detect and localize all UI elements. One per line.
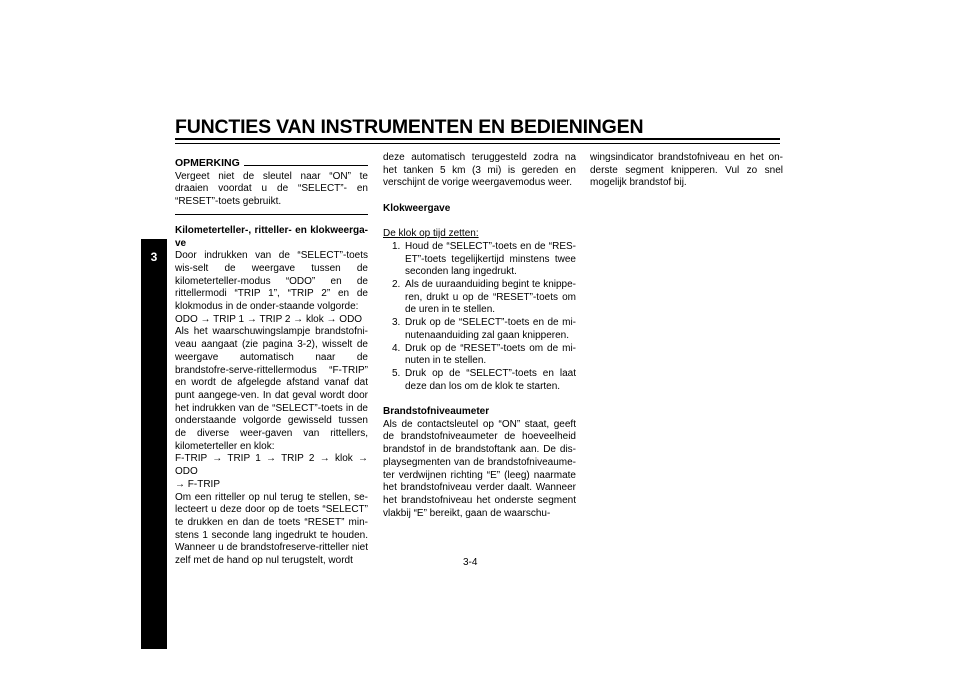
note-end-rule [175,214,368,215]
step-number: 1. [392,240,401,252]
step-text: Houd de “SELECT”-toets en de “RES-ET”-toets tegelijkertijd minstens twee seconden lang ingedrukt. [405,240,576,278]
note-text: Vergeet niet de sleutel naar “ON” te draaien voordat u de “SELECT”- en “RESET”-toets gebruikt. [175,170,368,208]
step-number: 2. [392,279,401,290]
paragraph: wingsindicator brandstofniveau en het on-derste segment knipperen. Vul zo snel mogelijk brandstof bij. [590,152,783,189]
section-heading-fuel: Brandstofniveaumeter [383,406,490,418]
list-item [383,241,576,279]
title-rule [175,138,780,140]
note-header [175,157,368,170]
step-text: Druk op de “RESET”-toets om de mi-nuten in te stellen. [405,342,576,367]
sequence-text: F-TRIP → TRIP 1 → TRIP 2 → klok → ODO [175,453,368,478]
section-heading-odometer: Kilometerteller-, ritteller- en klokweerga-ve [175,224,368,249]
section-heading-clock: Klokweergave [383,202,451,214]
column-3 [590,152,783,190]
step-text: Druk op de “SELECT”-toets en laat deze dan los om de klok te starten. [405,367,576,392]
clock-steps-list [383,241,576,393]
note-title: OPMERKING [175,157,240,169]
sequence-text: ODO → TRIP 1 → TRIP 2 → klok → ODO [175,313,363,325]
list-item [383,368,576,393]
paragraph: Door indrukken van de “SELECT”-toets wis-selt de weergave tussen de kilometerteller-modus “ODO” en de rittellermodi “TRIP 1”, “TRIP 2” en de klokmodus in de onder-staande volgorde: [175,250,368,313]
title-rule-thin [175,143,780,144]
step-number: 3. [392,317,401,329]
subheading-set-clock: De klok op tijd zetten: [383,228,479,240]
step-number: 4. [392,342,401,354]
column-1 [175,152,368,568]
note-rule [244,165,368,166]
chapter-tab-number: 3 [150,250,158,264]
page-number: 3-4 [463,557,478,568]
step-number: 5. [392,367,401,379]
list-item [383,343,576,368]
paragraph: Als het waarschuwingslampje brandstofni-veau aangaat (zie pagina 3-2), wisselt de weergave automatisch naar de brandstofre-serve-rittellermodus “F-TRIP” en wordt de afgelegde afstand vanaf dat punt aangege-ven. In dat geval wordt door het indrukken van de “SELECT”-toets in de onderstaande volgorde gewisseld tussen de diverse weer-gaven van rittellers, kilometerteller en klok: [175,326,368,452]
step-text: Druk op de “SELECT”-toets en de mi-nutenaanduiding zal gaan knipperen. [405,317,576,341]
chapter-tab [141,239,167,649]
page-title: FUNCTIES VAN INSTRUMENTEN EN BEDIENINGEN [175,116,644,138]
paragraph: deze automatisch teruggesteld zodra na het tanken 5 km (3 mi) is gereden en verschijnt de vorige weergavemodus weer. [383,152,576,189]
paragraph: Als de contactsleutel op “ON” staat, geeft de brandstofniveaumeter de hoeveelheid brandstof in de brandstoftank aan. De dis-playsegmenten van de brandstofniveaume-ter verdwijnen richting “E” (leeg) naarmate het brandstofniveau verder daalt. Wanneer het brandstofniveau het onderste segment vlakbij “E” bereikt, gaan de waarschu- [383,418,576,519]
step-text: Als de uuraanduiding begint te knippe-ren, drukt u op de “RESET”-toets om de uren in te stellen. [405,279,576,316]
list-item [383,279,576,317]
column-2 [383,152,576,520]
paragraph: Om een ritteller op nul terug te stellen, se-lecteert u deze door op de toets “SELECT” te drukken en dan de toets “RESET” min-stens 1 seconde lang ingedrukt te houden. Wanneer u de brandstofreserve-ritteller niet zelf met de hand op nul terugstelt, wordt [175,491,368,567]
sequence-text: → F-TRIP [175,478,220,490]
list-item [383,317,576,342]
